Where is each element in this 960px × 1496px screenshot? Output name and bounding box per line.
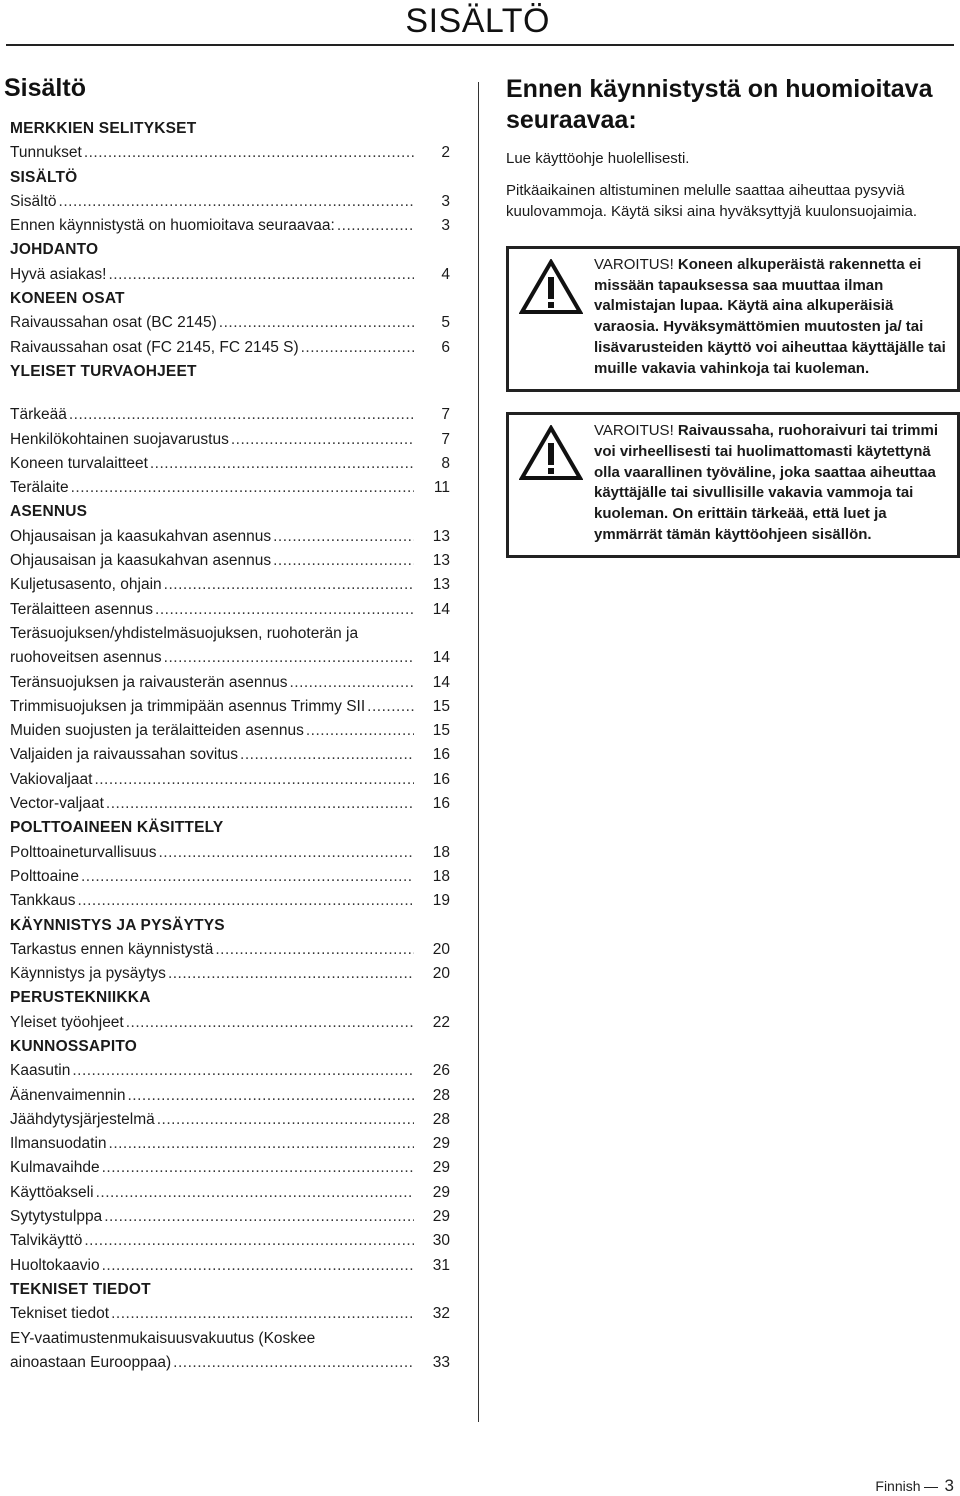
table-of-contents [4,74,459,1375]
toc-leader-dots [71,476,414,500]
toc-entry[interactable] [10,1181,450,1205]
warning-triangle-icon [519,425,583,481]
toc-page-number: 14 [432,600,450,618]
toc-entry[interactable] [10,768,450,792]
toc-page-number: 29 [432,1135,450,1153]
toc-entry-title: Teränsuojuksen ja raivausterän asennus [10,673,288,691]
toc-entry[interactable] [10,962,450,986]
toc-entry[interactable] [10,428,450,452]
toc-entry[interactable] [10,549,450,573]
toc-leader-dots [102,1254,414,1278]
toc-leader-dots [102,1156,414,1180]
toc-page-number: 13 [432,552,450,570]
toc-entry[interactable] [10,403,450,427]
toc-entry[interactable] [10,1229,450,1253]
toc-page-number: 29 [432,1159,450,1177]
toc-entry[interactable] [10,525,450,549]
toc-entry-title: Ilmansuodatin [10,1135,107,1153]
toc-entry[interactable] [10,263,450,287]
toc-section-heading: KONEEN OSAT [10,290,125,308]
toc-entry[interactable] [10,1156,450,1180]
toc-leader-dots [94,768,414,792]
toc-entry[interactable] [10,598,450,622]
toc-entry-title: Talvikäyttö [10,1232,83,1250]
toc-leader-dots [155,598,414,622]
toc-entry-title: Jäähdytysjärjestelmä [10,1110,155,1128]
warning-box [506,412,960,558]
toc-page-number: 16 [432,770,450,788]
toc-page-number: 29 [432,1208,450,1226]
toc-entry-title: Vakiovaljaat [10,770,93,788]
toc-section-heading: JOHDANTO [10,241,99,259]
warning-box [506,246,960,392]
toc-entry-title: Ohjausaisan ja kaasukahvan asennus [10,527,272,545]
toc-leader-dots [69,403,414,427]
toc-page-number: 32 [432,1305,450,1323]
toc-entry-title: Äänenvaimennin [10,1086,126,1104]
toc-entry[interactable] [10,311,450,335]
toc-page-number: 28 [432,1086,450,1104]
toc-leader-dots [173,1351,414,1375]
toc-entry[interactable] [10,573,450,597]
toc-section-heading: ASENNUS [10,503,88,521]
toc-page-number: 30 [432,1232,450,1250]
toc-page-number: 26 [432,1062,450,1080]
toc-leader-dots [219,311,414,335]
toc-entry[interactable] [10,141,450,165]
page-number: 3 [944,1476,954,1495]
toc-entry[interactable] [10,622,450,646]
toc-entry-title: Polttoaine [10,867,79,885]
toc-leader-dots [126,1011,414,1035]
toc-leader-dots [72,1059,414,1083]
toc-entry[interactable] [10,1302,450,1326]
toc-entry-title: ainoastaan Eurooppaa) [10,1353,172,1371]
toc-entry-title: Yleiset työohjeet [10,1013,124,1031]
toc-entry-title: Käyttöakseli [10,1183,94,1201]
warning-text: Raivaussaha, ruohoraivuri tai trimmi voi virheellisesti tai huolimattomasti käytettynä olla vaarallinen työväline, joka saattaa aiheuttaa käyttäjälle tai sivullisille vakavia vammoja tai kuoleman. On erittäin tärkeää, että luet ja ymmärrät tämän käyttöohjeen sisällön. [594,422,938,543]
toc-entry-title: Tekniset tiedot [10,1305,110,1323]
toc-section-heading: KÄYNNISTYS JA PYSÄYTYS [10,916,225,934]
precautions-heading: Ennen käynnistystä on huomioitava seuraavaa: [506,75,933,134]
toc-entry-title: Raivaussahan osat (FC 2145, FC 2145 S) [10,338,299,356]
toc-entry-title: Terälaitteen asennus [10,600,154,618]
toc-leader-dots [111,1302,414,1326]
toc-entry-title: Sisältö [10,192,57,210]
toc-entry[interactable] [10,841,450,865]
toc-entry-title: Terälaite [10,479,69,497]
toc-entry-title: Trimmisuojuksen ja trimmipään asennus Trimmy SII [10,697,366,715]
warning-label: VAROITUS! [594,256,674,273]
toc-leader-dots [96,1181,414,1205]
page-header [0,0,960,44]
toc-entry[interactable] [10,1059,450,1083]
toc-leader-dots [127,1084,414,1108]
toc-heading: Sisältö [4,74,86,102]
toc-leader-dots [81,865,414,889]
toc-page-number: 19 [432,892,450,910]
page-footer [875,1476,954,1496]
toc-leader-dots [164,646,414,670]
toc-entry[interactable] [10,1011,450,1035]
toc-page-number: 7 [441,406,450,424]
warning-text: Koneen alkuperäistä rakennetta ei missään tapauksessa saa muuttaa ilman valmistajan lupaa. Käytä aina alkuperäisiä varaosia. Hyväksymättömien muutosten ja/ tai lisävarusteiden käyttö voi aiheuttaa käyttäjälle tai muille vakavia vahinkoja tai kuoleman. [594,256,946,377]
toc-entry[interactable] [10,865,450,889]
toc-leader-dots [59,190,414,214]
toc-page-number: 14 [432,673,450,691]
toc-leader-dots [106,792,414,816]
toc-page-number: 28 [432,1110,450,1128]
toc-leader-dots [367,695,414,719]
toc-entry[interactable] [10,671,450,695]
toc-entry[interactable] [10,336,450,360]
precautions-paragraph: Lue käyttöohje huolellisesti. [506,150,690,167]
toc-entry-continued[interactable] [10,646,450,670]
toc-section-heading: POLTTOAINEEN KÄSITTELY [10,819,224,837]
toc-page-number: 2 [441,144,450,162]
warning-label: VAROITUS! [594,422,674,440]
toc-entry[interactable] [10,1205,450,1229]
toc-entry-title: Muiden suojusten ja terälaitteiden asennus [10,722,304,740]
toc-page-number: 13 [432,527,450,545]
toc-entry-title: Kuljetusasento, ohjain [10,576,162,594]
toc-entry[interactable] [10,889,450,913]
toc-list [10,117,450,1375]
column-divider [478,82,479,1422]
toc-spacer [10,384,450,403]
toc-section-heading: YLEISET TURVAOHJEET [10,362,197,380]
toc-entry-title: Tunnukset [10,144,82,162]
warning-triangle-icon [519,259,583,315]
toc-leader-dots [289,671,414,695]
header-rule [6,44,954,46]
toc-leader-dots [158,841,414,865]
toc-leader-dots [306,719,414,743]
toc-page-number: 7 [441,430,450,448]
toc-entry-continued[interactable] [10,1351,450,1375]
toc-leader-dots [84,141,414,165]
toc-entry-title: Polttoaineturvallisuus [10,843,157,861]
toc-page-number: 15 [432,722,450,740]
toc-page-number: 4 [441,265,450,283]
toc-entry-title: Sytytystulppa [10,1208,103,1226]
toc-leader-dots [109,1132,414,1156]
toc-entry-title: Vector-valjaat [10,795,104,813]
toc-page-number: 20 [432,940,450,958]
toc-page-number: 5 [441,314,450,332]
toc-page-number: 33 [432,1353,450,1371]
page-title: SISÄLTÖ [405,2,550,40]
toc-entry-title: Teräsuojuksen/yhdistelmäsuojuksen, ruohoterän ja [10,624,359,642]
toc-page-number: 13 [432,576,450,594]
toc-leader-dots [164,573,414,597]
toc-leader-dots [150,452,414,476]
toc-entry[interactable] [10,743,450,767]
toc-leader-dots [231,428,414,452]
toc-page-number: 16 [432,795,450,813]
toc-entry-title: Ohjausaisan ja kaasukahvan asennus [10,552,272,570]
toc-leader-dots [215,938,414,962]
toc-leader-dots [273,549,414,573]
toc-section-heading: PERUSTEKNIIKKA [10,989,151,1007]
toc-leader-dots [157,1108,414,1132]
toc-entry[interactable] [10,1132,450,1156]
toc-entry[interactable] [10,938,450,962]
toc-entry[interactable] [10,214,450,238]
toc-page-number: 3 [441,217,450,235]
toc-entry[interactable] [10,695,450,719]
toc-entry-title: Raivaussahan osat (BC 2145) [10,314,217,332]
toc-page-number: 18 [432,843,450,861]
toc-entry[interactable] [10,719,450,743]
toc-entry[interactable] [10,452,450,476]
toc-entry[interactable] [10,792,450,816]
toc-entry[interactable] [10,1254,450,1278]
toc-entry[interactable] [10,1084,450,1108]
toc-page-number: 15 [432,697,450,715]
toc-entry-title: Kaasutin [10,1062,71,1080]
toc-page-number: 31 [432,1256,450,1274]
toc-entry-title: Kulmavaihde [10,1159,100,1177]
toc-entry-title: Tärkeää [10,406,67,424]
toc-entry[interactable] [10,476,450,500]
toc-section-heading: KUNNOSSAPITO [10,1037,137,1055]
toc-leader-dots [301,336,414,360]
toc-entry[interactable] [10,190,450,214]
toc-entry-title: Ennen käynnistystä on huomioitava seuraavaa: [10,217,335,235]
toc-leader-dots [337,214,414,238]
toc-leader-dots [77,889,414,913]
toc-leader-dots [240,743,414,767]
toc-page-number: 20 [432,965,450,983]
toc-leader-dots [108,263,414,287]
toc-entry-title: ruohoveitsen asennus [10,649,162,667]
toc-page-number: 22 [432,1013,450,1031]
toc-section-heading: SISÄLTÖ [10,168,78,186]
toc-entry-title: EY-vaatimustenmukaisuusvakuutus (Koskee [10,1329,316,1347]
precautions-paragraph: Pitkäaikainen altistuminen melulle saattaa aiheuttaa pysyviä kuulovammoja. Käytä siksi aina hyväksyttyjä kuulonsuojaimia. [506,182,918,220]
toc-section-heading: MERKKIEN SELITYKSET [10,120,197,137]
toc-entry-title: Valjaiden ja raivaussahan sovitus [10,746,239,764]
toc-page-number: 3 [441,192,450,210]
toc-entry-title: Koneen turvalaitteet [10,454,148,472]
toc-entry-title: Henkilökohtainen suojavarustus [10,430,229,448]
toc-entry-title: Hyvä asiakas! [10,265,107,283]
toc-entry[interactable] [10,1327,450,1351]
toc-entry-title: Tarkastus ennen käynnistystä [10,940,214,958]
precautions-panel [506,74,954,558]
toc-page-number: 18 [432,867,450,885]
toc-entry-title: Tankkaus [10,892,76,910]
toc-page-number: 11 [433,479,450,497]
toc-section-heading: TEKNISET TIEDOT [10,1280,151,1298]
footer-dash [924,1487,938,1488]
footer-language: Finnish [875,1478,921,1494]
toc-page-number: 14 [432,649,450,667]
toc-page-number: 6 [441,338,450,356]
toc-leader-dots [168,962,414,986]
toc-page-number: 29 [432,1183,450,1201]
toc-leader-dots [273,525,414,549]
toc-entry-title: Huoltokaavio [10,1256,100,1274]
toc-leader-dots [84,1229,414,1253]
toc-page-number: 16 [432,746,450,764]
toc-leader-dots [104,1205,414,1229]
toc-entry[interactable] [10,1108,450,1132]
toc-page-number: 8 [441,454,450,472]
toc-entry-title: Käynnistys ja pysäytys [10,965,166,983]
